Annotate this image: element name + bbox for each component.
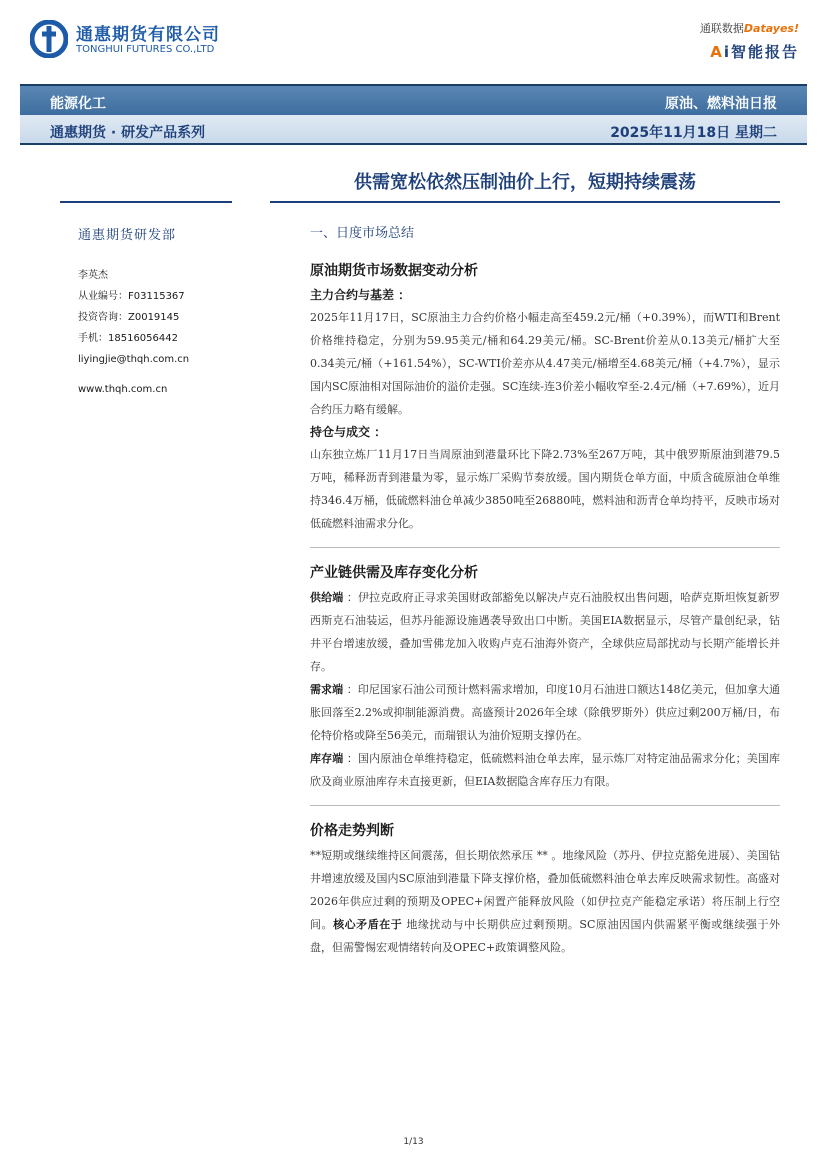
subheading-contract: 主力合约与基差 ： — [310, 288, 411, 302]
advisory-number: 投资咨询：Z0019145 — [78, 312, 180, 323]
section-divider — [310, 805, 780, 806]
report-title: 供需宽松依然压制油价上行，短期持续震荡 — [354, 172, 696, 193]
license-number: 从业编号：F03115367 — [78, 291, 185, 302]
report-body — [310, 222, 780, 959]
company-name-en: TONGHUI FUTURES CO.,LTD — [76, 44, 215, 55]
report-date: 2025年11月18日 星期二 — [610, 125, 777, 141]
section-title: 一、日度市场总结 — [310, 226, 415, 241]
page-number: 1/13 — [403, 1137, 424, 1147]
paragraph-inventory: 库存端 ：国内原油仓单维持稳定，低硫燃料油仓单去库，显示炼厂对特定油品需求分化；美国库欣及商业原油库存未直接更新，但EIA数据隐含库存压力有限。 — [310, 752, 781, 788]
paragraph-price: **短期或继续维持区间震荡，但长期依然承压 ** 。地缘风险（苏丹、伊拉克豁免进展）、美国钻井增速放缓及国内SC原油到港量下降支撑价格，叠加低硫燃料油仓单去库反映需求韧性。高盛对2026年供应过剩的预期及OPEC+闲置产能释放风险（如伊拉克产能稳定承诺）将压制上行空间。核心矛盾在于 地缘扰动与中长期供应过剩预期。SC原油因国内供需紧平衡或继续强于外盘，但需警惕宏观情绪转向及OPEC+政策调整风险。 — [310, 849, 780, 954]
subheading-position: 持仓与成交 ： — [310, 425, 387, 439]
section-heading-supply-chain: 产业链供需及库存变化分析 — [310, 565, 478, 581]
paragraph-supply: 供给端 ：伊拉克政府正寻求美国财政部豁免以解决卢克石油股权出售问题，哈萨克斯坦恢复新罗西斯克石油装运，但苏丹能源设施遇袭导致出口中断。美国EIA数据显示，尽管产量创纪录，钻井平台增速放缓，叠加雪佛龙加入收购卢克石油海外资产，全球供应局部扰动与长期产能增长并存。 — [310, 591, 781, 673]
company-logo-icon — [30, 20, 68, 58]
paragraph-position: 山东独立炼厂11月17日当周原油到港量环比下降2.73%至267万吨，其中俄罗斯原油到港79.5万吨，稀释沥青到港量为零，显示炼厂采购节奏放缓。国内期货仓单方面，中质含硫原油仓单维持346.4万桶，低硫燃料油仓单减少3850吨至26880吨，燃料油和沥青仓单均持平，反映市场对低硫燃料油需求分化。 — [310, 448, 780, 530]
paragraph-demand: 需求端 ：印尼国家石油公司预计燃料需求增加，印度10月石油进口额达148亿美元，但加拿大通胀回落至2.2%或抑制能源消费。高盛预计2026年全球（除俄罗斯外）供应过剩200万桶/日，布伦特价格或降至56美元，而瑞银认为油价短期支撑仍在。 — [310, 683, 780, 742]
report-series: 通惠期货 · 研发产品系列 — [50, 125, 206, 141]
department: 通惠期货研发部 — [78, 228, 177, 243]
report-category: 能源化工 — [50, 96, 106, 112]
company-logo — [30, 18, 230, 62]
ai-report-brand — [679, 20, 799, 64]
series-banner — [20, 115, 807, 145]
paragraph-contract: 2025年11月17日，SC原油主力合约价格小幅走高至459.2元/桶（+0.39%），而WTI和Brent价格维持稳定，分别为59.95美元/桶和64.29美元/桶。SC-Brent价差从0.13美元/桶扩大至0.34美元/桶（+161.54%），SC-WTI价差亦从4.47美元/桶增至4.68美元/桶（+4.7%），显示国内SC原油相对国际油价的溢价走强。SC连续-连3价差小幅收窄至-2.4元/桶（+7.69%），近月合约压力略有缓解。 — [310, 311, 780, 416]
phone-number: 手机：18516056442 — [78, 333, 178, 344]
author-sidebar — [78, 224, 248, 395]
section-heading-market: 原油期货市场数据变动分析 — [310, 263, 478, 279]
website-link[interactable]: www.thqh.com.cn — [78, 384, 168, 395]
email-address: liyingjie@thqh.com.cn — [78, 354, 190, 365]
divider-left — [60, 201, 232, 203]
section-divider — [310, 547, 780, 548]
datayes-brand: 通联数据Datayes! — [699, 22, 799, 35]
company-name-cn: 通惠期货有限公司 — [76, 25, 220, 45]
category-banner — [20, 84, 807, 115]
ai-report-label: Ai智能报告 — [710, 43, 799, 61]
divider-right — [270, 201, 780, 203]
section-heading-price: 价格走势判断 — [310, 823, 394, 839]
report-type: 原油、燃料油日报 — [665, 96, 777, 112]
author-name: 李英杰 — [78, 270, 108, 281]
